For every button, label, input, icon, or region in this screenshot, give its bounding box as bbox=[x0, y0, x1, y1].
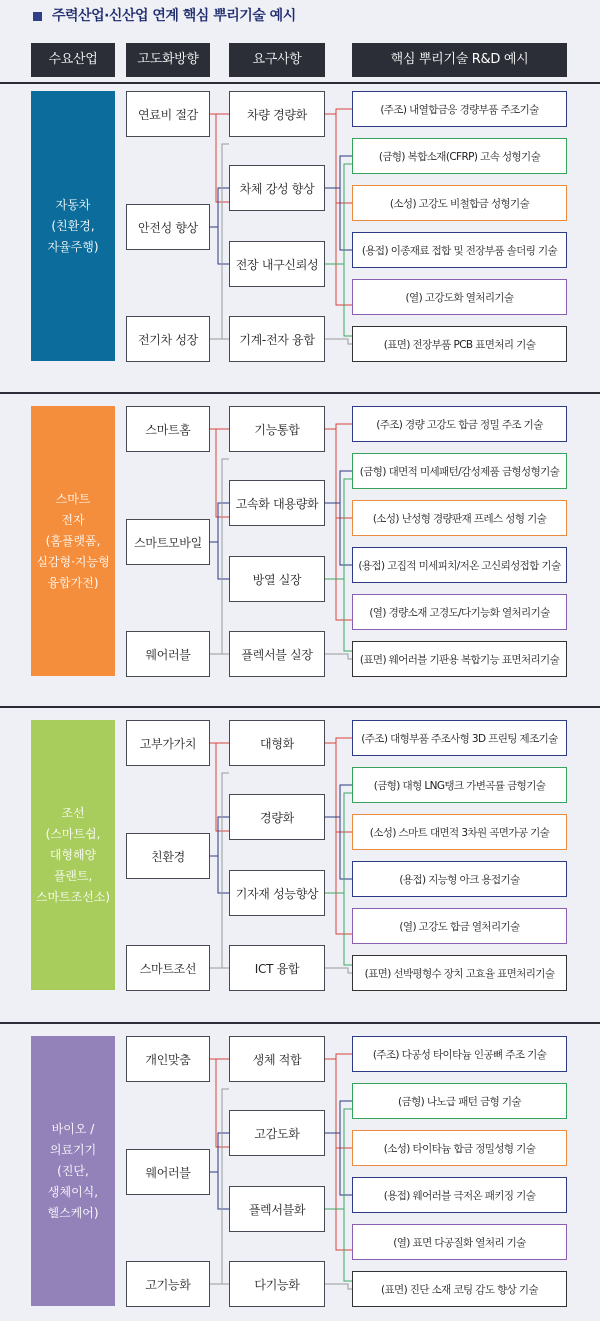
column-header-4: 핵심 뿌리기술 R&D 예시 bbox=[352, 43, 567, 77]
connector-line bbox=[210, 773, 229, 968]
requirement-box: 고속화 대용량화 bbox=[229, 480, 325, 526]
tech-box: (소성) 스마트 대면적 3차원 곡면가공 기술 bbox=[352, 814, 567, 850]
requirement-box: 전장 내구신뢰성 bbox=[229, 241, 325, 287]
connector-line bbox=[210, 817, 229, 856]
direction-box: 웨어러블 bbox=[126, 1149, 210, 1195]
sector-label-line: 전자 bbox=[61, 512, 85, 527]
sector-label-line: 자동차 bbox=[55, 197, 91, 212]
connector-line bbox=[325, 109, 352, 114]
sector-label-line: 융합가전) bbox=[47, 575, 99, 590]
requirement-box: 기계-전자 융합 bbox=[229, 316, 325, 362]
sector-label-line: 헬스케어) bbox=[47, 1205, 99, 1220]
column-header-2: 고도화방향 bbox=[126, 43, 210, 77]
direction-box: 스마트모바일 bbox=[126, 519, 210, 565]
tech-box: (표면) 전장부품 PCB 표면처리 기술 bbox=[352, 326, 567, 362]
connector-line bbox=[325, 164, 352, 264]
requirement-box: 고감도화 bbox=[229, 1110, 325, 1156]
sector-label-line: 플랜트, bbox=[53, 868, 93, 883]
direction-box: 고기능화 bbox=[126, 1261, 210, 1307]
direction-box: 개인맞춤 bbox=[126, 1036, 210, 1082]
sector-label-line: 자율주행) bbox=[47, 239, 99, 254]
requirement-box: ICT 융합 bbox=[229, 945, 325, 991]
connector-line bbox=[210, 1089, 229, 1284]
tech-box: (금형) 대형 LNG탱크 가변곡률 금형기술 bbox=[352, 767, 567, 803]
tech-box: (표면) 웨어러블 기판용 복합기능 표면처리기술 bbox=[352, 641, 567, 677]
connector-line bbox=[325, 424, 352, 429]
direction-box: 친환경 bbox=[126, 833, 210, 879]
tech-box: (용접) 고집적 미세피치/저온 고신뢰성접합 기술 bbox=[352, 547, 567, 583]
column-header-1: 수요산업 bbox=[31, 43, 115, 77]
requirement-box: 차체 강성 향상 bbox=[229, 165, 325, 211]
connector-line bbox=[210, 459, 229, 654]
sector-label-line: (홈플랫폼, bbox=[45, 533, 101, 548]
sector-label-line: (친환경, bbox=[51, 218, 95, 233]
tech-box: (소성) 난성형 경량판재 프레스 성형 기술 bbox=[352, 500, 567, 536]
sector-label-line: (스마트쉽, bbox=[45, 826, 101, 841]
connector-line bbox=[218, 227, 229, 264]
connector-line bbox=[325, 1284, 352, 1289]
direction-box: 전기차 성장 bbox=[126, 316, 210, 362]
connector-line bbox=[325, 793, 352, 893]
connector-line bbox=[210, 1133, 229, 1172]
connector-line bbox=[210, 188, 229, 227]
sector-box bbox=[31, 1036, 115, 1306]
sector-box bbox=[31, 720, 115, 990]
connector-line bbox=[210, 144, 229, 339]
tech-box: (금형) 대면적 미세패턴/감성제품 금형성형기술 bbox=[352, 453, 567, 489]
tech-box: (금형) 나노급 패턴 금형 기술 bbox=[352, 1083, 567, 1119]
requirement-box: 경량화 bbox=[229, 794, 325, 840]
tech-box: (열) 경량소재 고경도/다기능화 열처리기술 bbox=[352, 594, 567, 630]
sector-label-line: (진단, bbox=[57, 1163, 89, 1178]
connector-line bbox=[325, 156, 352, 188]
sector-label-line: 조선 bbox=[61, 805, 85, 820]
sector-label-line: 바이오 / bbox=[51, 1121, 95, 1136]
connector-line bbox=[325, 785, 352, 817]
tech-box: (열) 고강도화 열처리기술 bbox=[352, 279, 567, 315]
tech-box: (용접) 이종재료 접합 및 전장부품 솔더링 기술 bbox=[352, 232, 567, 268]
direction-box: 연료비 절감 bbox=[126, 91, 210, 137]
tech-box: (주조) 경량 고강도 합금 정밀 주조 기술 bbox=[352, 406, 567, 442]
tech-box: (주조) 다공성 타이타늄 인공뼈 주조 기술 bbox=[352, 1036, 567, 1072]
connector-line bbox=[218, 542, 229, 579]
page-title: 주력산업·신산업 연계 핵심 뿌리기술 예시 bbox=[52, 8, 296, 24]
requirement-box: 플렉서블 실장 bbox=[229, 631, 325, 677]
column-header-3: 요구사항 bbox=[229, 43, 325, 77]
direction-box: 스마트홈 bbox=[126, 406, 210, 452]
tech-box: (금형) 복합소재(CFRP) 고속 성형기술 bbox=[352, 138, 567, 174]
connector-line bbox=[325, 968, 352, 973]
sector-box bbox=[31, 91, 115, 361]
tech-box: (표면) 진단 소재 코팅 감도 향상 기술 bbox=[352, 1271, 567, 1307]
sector-label-line: 스마트조선소) bbox=[35, 889, 111, 904]
tech-box: (용접) 웨어러블 극저온 패키징 기술 bbox=[352, 1177, 567, 1213]
tech-box: (표면) 선박평형수 장치 고효율 표면처리기술 bbox=[352, 955, 567, 991]
requirement-box: 생체 적합 bbox=[229, 1036, 325, 1082]
sector-label-line: 실감형·지능형 bbox=[36, 554, 110, 569]
requirement-box: 기능통합 bbox=[229, 406, 325, 452]
connector-line bbox=[325, 1054, 352, 1059]
tech-box: (열) 고강도 합금 열처리기술 bbox=[352, 908, 567, 944]
direction-box: 스마트조선 bbox=[126, 945, 210, 991]
direction-box: 고부가가치 bbox=[126, 720, 210, 766]
requirement-box: 플렉서블화 bbox=[229, 1186, 325, 1232]
tech-box: (용접) 지능형 아크 용접기술 bbox=[352, 861, 567, 897]
tech-box: (주조) 내열합금응 경량부품 주조기술 bbox=[352, 91, 567, 127]
tech-box: (소성) 고강도 비철합금 성형기술 bbox=[352, 185, 567, 221]
sector-label-line: 대형해양 bbox=[49, 847, 97, 862]
connector-line bbox=[325, 339, 352, 344]
tech-box: (소성) 타이타늄 합금 정밀성형 기술 bbox=[352, 1130, 567, 1166]
sector-label-line: 스마트 bbox=[55, 491, 91, 506]
direction-box: 웨어러블 bbox=[126, 631, 210, 677]
connector-line bbox=[325, 479, 352, 579]
connector-line bbox=[210, 503, 229, 542]
connector-line bbox=[344, 579, 352, 651]
connector-line bbox=[325, 471, 352, 503]
connector-line bbox=[325, 654, 352, 659]
sector-box bbox=[31, 406, 115, 676]
connector-line bbox=[218, 856, 229, 893]
connector-line bbox=[344, 893, 352, 965]
requirement-box: 다기능화 bbox=[229, 1261, 325, 1307]
requirement-box: 기자재 성능향상 bbox=[229, 870, 325, 916]
sector-label-line: 의료기기 bbox=[49, 1142, 97, 1157]
connector-line bbox=[344, 264, 352, 336]
connector-line bbox=[344, 1209, 352, 1281]
tech-box: (열) 표면 다공질화 열처리 기술 bbox=[352, 1224, 567, 1260]
requirement-box: 차량 경량화 bbox=[229, 91, 325, 137]
tech-box: (주조) 대형부품 주조사형 3D 프린팅 제조기술 bbox=[352, 720, 567, 756]
connector-line bbox=[325, 1101, 352, 1133]
sector-label-line: 생체이식, bbox=[47, 1184, 99, 1199]
connector-line bbox=[325, 738, 352, 743]
direction-box: 안전성 향상 bbox=[126, 204, 210, 250]
requirement-box: 방열 실장 bbox=[229, 556, 325, 602]
connector-line bbox=[325, 1109, 352, 1209]
requirement-box: 대형화 bbox=[229, 720, 325, 766]
connector-line bbox=[218, 1172, 229, 1209]
